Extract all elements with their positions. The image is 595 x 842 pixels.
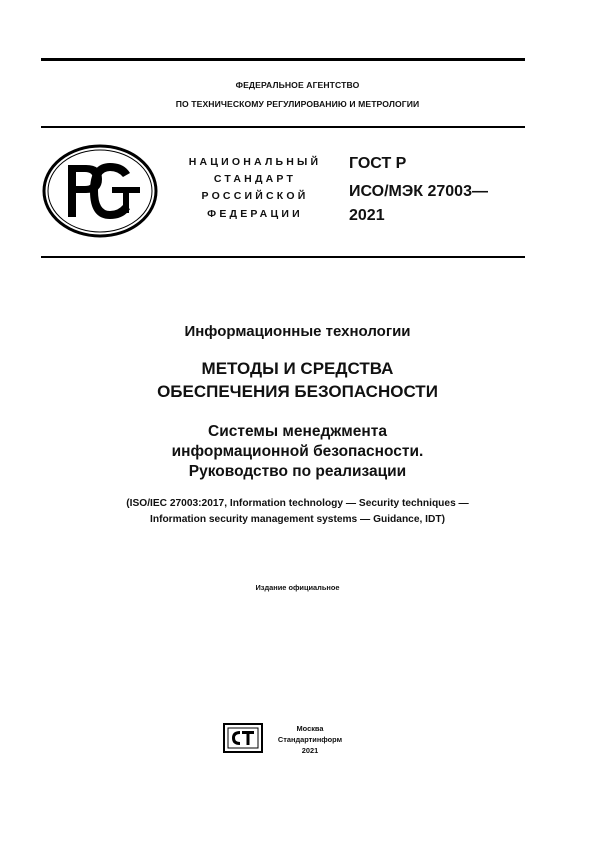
standard-line-3: РОССИЙСКОЙ <box>201 190 309 202</box>
designation-line-3: 2021 <box>349 207 385 224</box>
standard-line-1: НАЦИОНАЛЬНЫЙ <box>188 156 322 168</box>
top-rule <box>41 58 525 61</box>
category-title: Информационные технологии <box>184 323 411 340</box>
subtitle-line-1: Системы менеджмента <box>208 423 387 440</box>
designation-line-1: ГОСТ Р <box>349 155 407 172</box>
designation-line-2: ИСО/МЭК 27003— <box>349 183 488 200</box>
header-rule <box>41 126 525 128</box>
subtitle-line-2: информационной безопасности. <box>171 443 424 460</box>
main-title-line-2: ОБЕСПЕЧЕНИЯ БЕЗОПАСНОСТИ <box>157 382 438 401</box>
subtitle-line-3: Руководство по реализации <box>188 463 407 480</box>
agency-line-1: ФЕДЕРАЛЬНОЕ АГЕНТСТВО <box>235 80 360 90</box>
designation-rule <box>41 256 525 258</box>
iso-reference-line-1: (ISO/IEC 27003:2017, Information technology — Security techniques — <box>126 498 469 509</box>
publisher-city: Москва <box>296 724 324 733</box>
edition-note: Издание официальное <box>255 583 340 592</box>
rst-certification-logo-icon <box>42 143 158 239</box>
standard-line-2: СТАНДАРТ <box>213 173 297 185</box>
iso-reference-line-2: Information security management systems — Guidance, IDT) <box>150 514 445 525</box>
agency-line-2: ПО ТЕХНИЧЕСКОМУ РЕГУЛИРОВАНИЮ И МЕТРОЛОГИИ <box>175 99 420 109</box>
publisher-name: Стандартинформ <box>277 735 343 744</box>
standartinform-logo-icon <box>222 722 264 754</box>
standard-line-4: ФЕДЕРАЦИИ <box>207 208 303 220</box>
publisher-year: 2021 <box>301 746 319 755</box>
main-title-line-1: МЕТОДЫ И СРЕДСТВА <box>201 359 394 378</box>
